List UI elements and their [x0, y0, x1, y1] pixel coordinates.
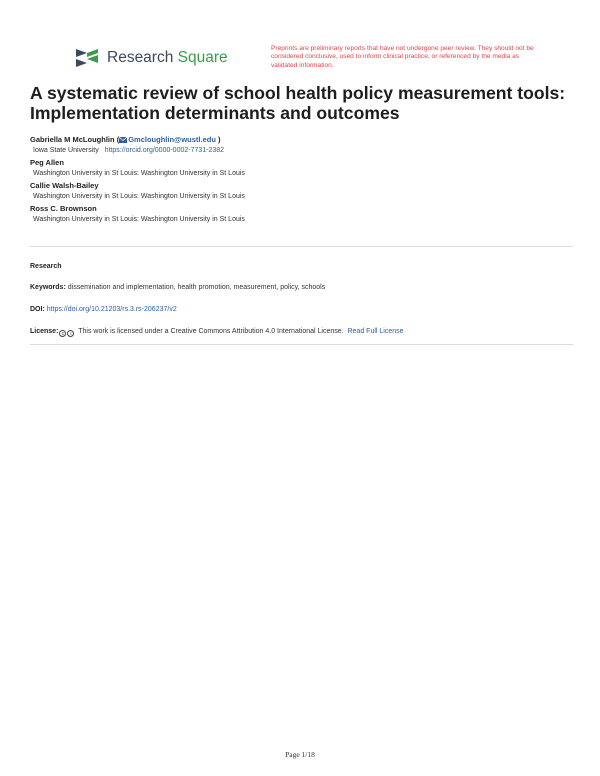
- article-type: Research: [30, 263, 62, 270]
- license-line: [30, 327, 404, 337]
- keywords-value: dissemination and implementation, health promotion, measurement, policy, schools: [67, 284, 326, 291]
- author-entry: [30, 204, 575, 225]
- research-square-logo-icon: [74, 47, 100, 69]
- preprint-notice: Preprints are preliminary reports that have not undergone peer review. They should not be considered conclusive, used to inform clinical practice, or referenced by the media as validated information.: [271, 45, 534, 69]
- cc-icon: c: [59, 330, 66, 337]
- paper-title: A systematic review of school health policy measurement tools: Implementation determinants and outcomes: [30, 83, 566, 123]
- cc-by-icon: [59, 330, 74, 337]
- author-affiliation: Iowa State University: [33, 147, 99, 154]
- keywords-line: [30, 283, 325, 293]
- doi-link[interactable]: https://doi.org/10.21203/rs.3.rs-206237/v2: [46, 306, 177, 313]
- author-name: Ross C. Brownson: [30, 204, 97, 213]
- author-list: [30, 135, 575, 227]
- license-label: License:: [30, 328, 59, 335]
- page-number: Page 1/18: [285, 750, 315, 759]
- author-name: Peg Allen: [30, 158, 64, 167]
- divider: [30, 246, 573, 247]
- author-entry: Gabriella M McLoughlin ( Gmcloughlin@wustl.edu ) Iowa State University https://orcid.org/0000-0002-7731-2382: [30, 135, 225, 154]
- author-entry: [30, 181, 575, 202]
- doi-line: [30, 305, 177, 315]
- author-entry: [30, 158, 575, 179]
- orcid-link[interactable]: https://orcid.org/0000-0002-7731-2382: [104, 147, 225, 154]
- research-square-logo[interactable]: [74, 47, 228, 69]
- logo-wordmark: Research Square: [107, 49, 228, 66]
- keywords-label: Keywords:: [30, 284, 66, 291]
- divider: [30, 344, 573, 345]
- doi-label: DOI:: [30, 306, 45, 313]
- author-affiliation: Washington University in St Louis: Washington University in St Louis: [33, 193, 245, 200]
- license-text: This work is licensed under a Creative Commons Attribution 4.0 International License.: [78, 328, 344, 335]
- author-affiliation: Washington University in St Louis: Washington University in St Louis: [33, 170, 245, 177]
- read-full-license-link[interactable]: Read Full License: [347, 328, 404, 335]
- by-icon: i: [67, 330, 74, 337]
- author-name: Gabriella M McLoughlin: [30, 135, 115, 144]
- author-name: Callie Walsh-Bailey: [30, 181, 99, 190]
- author-email-link[interactable]: Gmcloughlin@wustl.edu: [128, 135, 216, 144]
- author-affiliation: Washington University in St Louis: Washington University in St Louis: [33, 216, 245, 223]
- envelope-icon: [119, 137, 127, 143]
